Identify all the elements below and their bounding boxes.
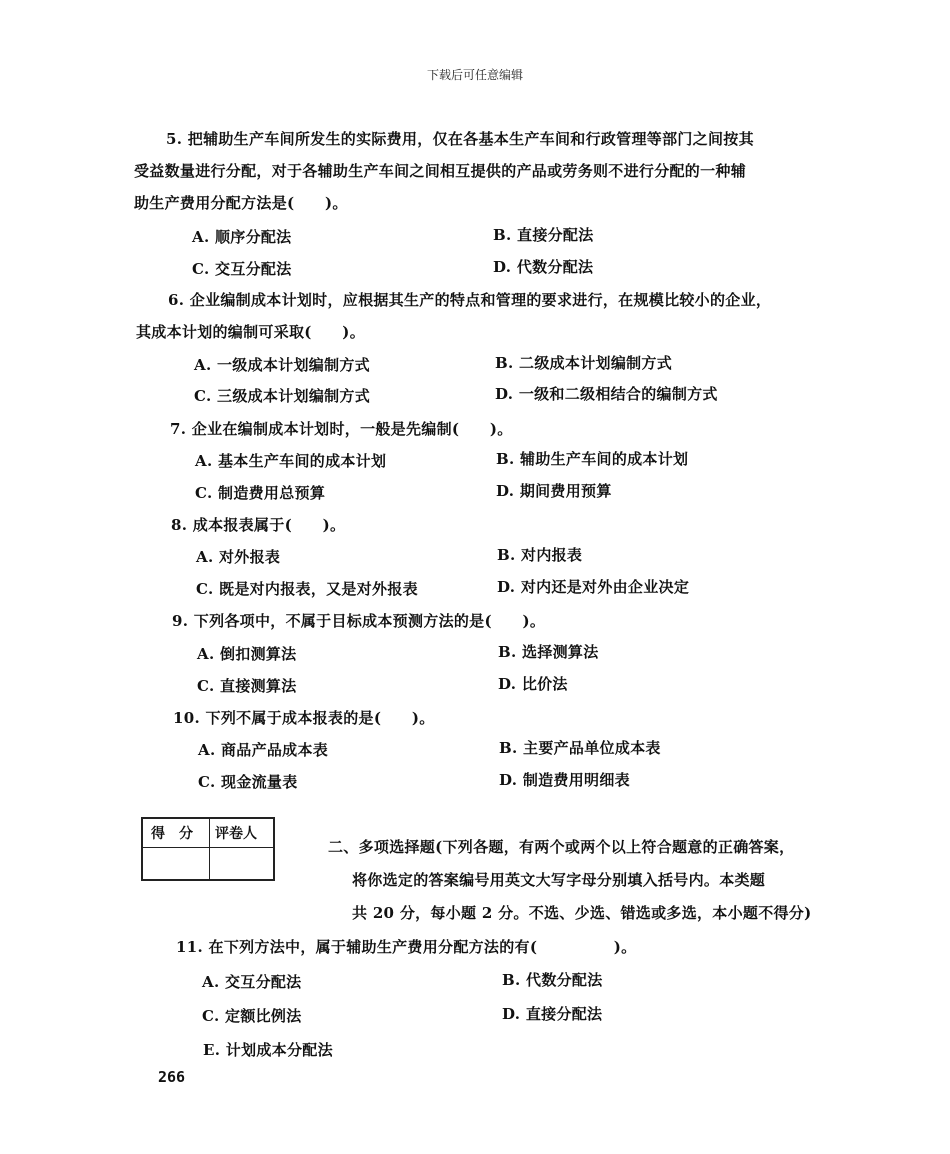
q8-option-a: A. 对外报表 xyxy=(196,548,281,566)
q7-option-b: B. 辅助生产车间的成本计划 xyxy=(496,450,689,468)
q6-stem-line1: 6. 企业编制成本计划时，应根据其生产的特点和管理的要求进行，在规模比较小的企业， xyxy=(168,291,772,309)
q5-stem-line1: 5. 把辅助生产车间所发生的实际费用，仅在各基本生产车间和行政管理等部门之间按其 xyxy=(166,130,754,148)
q5-stem-line3: 助生产费用分配方法是( )。 xyxy=(134,194,348,212)
q10-option-a: A. 商品产品成本表 xyxy=(198,741,329,759)
q9-stem-line1: 9. 下列各项中，不属于目标成本预测方法的是( )。 xyxy=(172,612,546,630)
q10-option-c: C. 现金流量表 xyxy=(198,773,298,791)
q11-option-b: B. 代数分配法 xyxy=(502,971,603,989)
q8-stem-line1: 8. 成本报表属于( )。 xyxy=(171,516,346,534)
grader-label: 评卷人 xyxy=(215,826,257,842)
score-table-divider xyxy=(209,819,210,879)
q9-option-c: C. 直接测算法 xyxy=(197,677,297,695)
q8-option-c: C. 既是对内报表，又是对外报表 xyxy=(196,580,418,598)
q5-option-b: B. 直接分配法 xyxy=(493,226,594,244)
q10-option-b: B. 主要产品单位成本表 xyxy=(499,739,661,757)
q11-stem-line1: 11. 在下列方法中，属于辅助生产费用分配方法的有( )。 xyxy=(176,938,637,956)
page-header: 下载后可任意编辑 xyxy=(426,68,523,82)
q11-option-c: C. 定额比例法 xyxy=(202,1007,302,1025)
q7-stem-line1: 7. 企业在编制成本计划时，一般是先编制( )。 xyxy=(170,420,513,438)
q7-option-c: C. 制造费用总预算 xyxy=(195,484,326,502)
q9-option-a: A. 倒扣测算法 xyxy=(197,645,297,663)
q5-option-d: D. 代数分配法 xyxy=(493,258,594,276)
q9-option-d: D. 比价法 xyxy=(498,675,568,693)
q6-option-a: A. 一级成本计划编制方式 xyxy=(194,356,370,374)
q8-option-d: D. 对内还是对外由企业决定 xyxy=(497,578,690,596)
q6-option-c: C. 三级成本计划编制方式 xyxy=(194,387,371,405)
q11-option-a: A. 交互分配法 xyxy=(202,973,302,991)
q10-option-d: D. 制造费用明细表 xyxy=(499,771,630,789)
q6-option-d: D. 一级和二级相结合的编制方式 xyxy=(495,385,718,403)
score-table xyxy=(141,817,275,881)
q5-option-a: A. 顺序分配法 xyxy=(192,228,292,246)
q6-option-b: B. 二级成本计划编制方式 xyxy=(495,354,673,372)
q10-stem-line1: 10. 下列不属于成本报表的是( )。 xyxy=(173,709,435,727)
q8-option-b: B. 对内报表 xyxy=(497,546,583,564)
page-number: 266 xyxy=(158,1068,186,1086)
q7-option-a: A. 基本生产车间的成本计划 xyxy=(195,452,387,470)
score-table-rule xyxy=(143,847,273,848)
section2-heading-line2: 将你选定的答案编号用英文大写字母分别填入括号内。本类题 xyxy=(352,871,766,889)
q6-stem-line2: 其成本计划的编制可采取( )。 xyxy=(136,323,365,341)
q11-option-d: D. 直接分配法 xyxy=(502,1005,603,1023)
q5-option-c: C. 交互分配法 xyxy=(192,260,292,278)
q7-option-d: D. 期间费用预算 xyxy=(496,482,612,500)
section2-heading-line3: 共 20 分，每小题 2 分。不选、少选、错选或多选，本小题不得分) xyxy=(352,904,812,922)
section2-heading-line1: 二、多项选择题(下列各题，有两个或两个以上符合题意的正确答案， xyxy=(328,838,795,856)
score-label: 得 分 xyxy=(151,826,193,842)
q11-option-e: E. 计划成本分配法 xyxy=(203,1041,333,1059)
q5-stem-line2: 受益数量进行分配，对于各辅助生产车间之间相互提供的产品或劳务则不进行分配的一种辅 xyxy=(134,162,747,180)
q9-option-b: B. 选择测算法 xyxy=(498,643,599,661)
